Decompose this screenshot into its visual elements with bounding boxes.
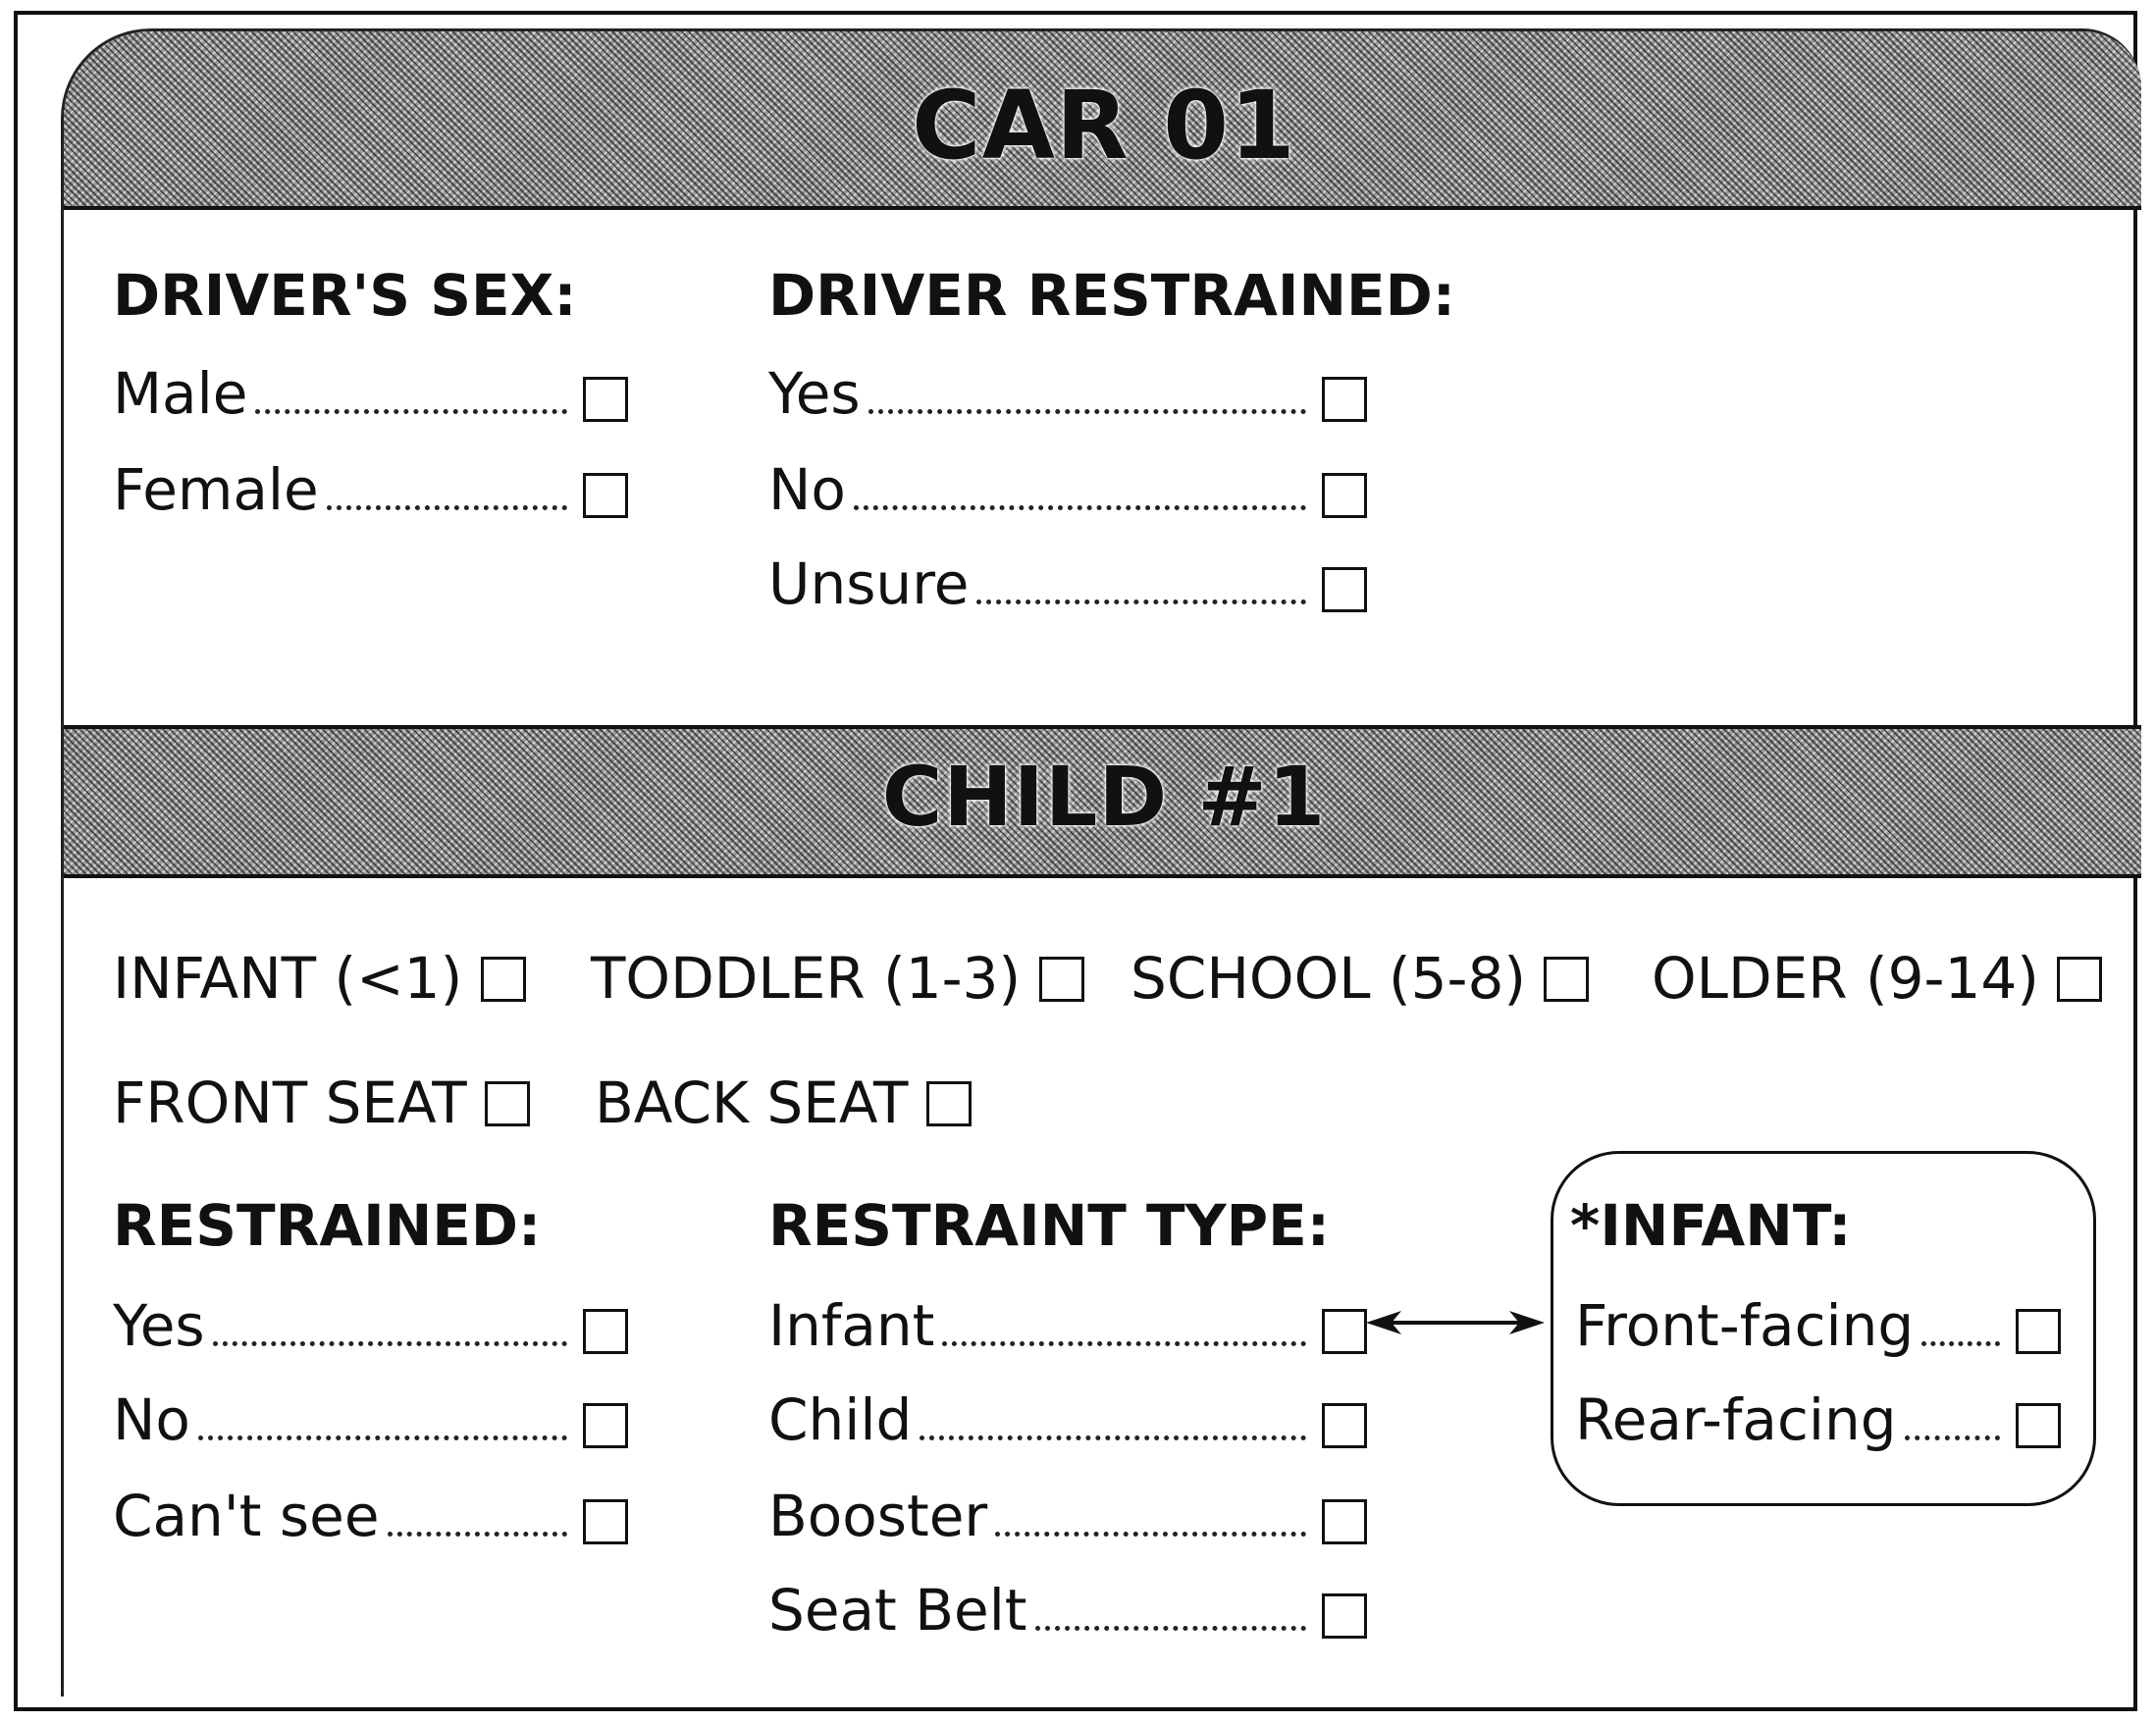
checkbox[interactable] (485, 1081, 530, 1126)
checkbox[interactable] (583, 1309, 628, 1354)
age-school[interactable] (1131, 945, 1589, 1012)
checkbox[interactable] (1322, 1593, 1367, 1639)
option-driver-male[interactable] (113, 360, 628, 427)
option-label: Female (113, 456, 319, 523)
seat-back[interactable] (595, 1070, 972, 1136)
checkbox[interactable] (1039, 957, 1084, 1002)
leader-dots (942, 1341, 1306, 1346)
checkbox[interactable] (1322, 567, 1367, 612)
age-older[interactable] (1652, 945, 2102, 1012)
option-type-booster[interactable] (768, 1483, 1367, 1549)
age-label: INFANT (<1) (113, 945, 463, 1012)
checkbox[interactable] (583, 377, 628, 422)
option-label: Infant (768, 1292, 935, 1359)
option-label: No (113, 1386, 190, 1453)
option-restrained-cant-see[interactable] (113, 1483, 628, 1549)
leader-dots (1035, 1626, 1306, 1631)
option-label: Front-facing (1575, 1292, 1915, 1359)
option-driver-restrained-no[interactable] (768, 456, 1367, 523)
infant-detail-heading: *INFANT: (1570, 1192, 1852, 1259)
option-label: Booster (768, 1483, 988, 1549)
option-label: Child (768, 1386, 913, 1453)
option-restrained-no[interactable] (113, 1386, 628, 1453)
restrained-heading: RESTRAINED: (113, 1192, 542, 1259)
checkbox[interactable] (583, 1499, 628, 1544)
checkbox[interactable] (1322, 473, 1367, 518)
leader-dots (388, 1532, 567, 1537)
leader-dots (327, 505, 567, 510)
option-label: No (768, 456, 846, 523)
checkbox[interactable] (1322, 377, 1367, 422)
leader-dots (854, 505, 1306, 510)
child-header-band (64, 725, 2141, 878)
option-label: Yes (113, 1292, 205, 1359)
option-restrained-yes[interactable] (113, 1292, 628, 1359)
option-label: Can't see (113, 1483, 380, 1549)
leader-dots (213, 1341, 567, 1346)
checkbox[interactable] (1544, 957, 1589, 1002)
age-label: OLDER (9-14) (1652, 945, 2039, 1012)
checkbox[interactable] (926, 1081, 972, 1126)
car-header-band (64, 31, 2141, 210)
option-type-child[interactable] (768, 1386, 1367, 1453)
leader-dots (255, 409, 567, 414)
leader-dots (1905, 1435, 2000, 1440)
option-type-infant[interactable] (768, 1292, 1367, 1359)
seat-label: FRONT SEAT (113, 1070, 467, 1136)
age-label: TODDLER (1-3) (591, 945, 1022, 1012)
leader-dots (995, 1532, 1306, 1537)
option-label: Seat Belt (768, 1577, 1027, 1644)
driver-restrained-heading: DRIVER RESTRAINED: (768, 262, 1455, 329)
leader-dots (1921, 1341, 2000, 1346)
leader-dots (198, 1435, 567, 1440)
option-label: Yes (768, 360, 861, 427)
option-type-seat-belt[interactable] (768, 1577, 1367, 1644)
child-title: CHILD #1 (881, 749, 1327, 845)
option-front-facing[interactable] (1575, 1292, 2061, 1359)
seat-front[interactable] (113, 1070, 530, 1136)
checkbox[interactable] (1322, 1309, 1367, 1354)
age-infant[interactable] (113, 945, 526, 1012)
checkbox[interactable] (2016, 1403, 2061, 1448)
checkbox[interactable] (2057, 957, 2102, 1002)
leader-dots (976, 600, 1306, 604)
checkbox[interactable] (583, 473, 628, 518)
car-title: CAR 01 (912, 71, 1296, 181)
checkbox[interactable] (583, 1403, 628, 1448)
leader-dots (920, 1435, 1306, 1440)
checkbox[interactable] (481, 957, 526, 1002)
seat-label: BACK SEAT (595, 1070, 909, 1136)
checkbox[interactable] (2016, 1309, 2061, 1354)
checkbox[interactable] (1322, 1499, 1367, 1544)
age-toddler[interactable] (591, 945, 1084, 1012)
checkbox[interactable] (1322, 1403, 1367, 1448)
option-rear-facing[interactable] (1575, 1386, 2061, 1453)
double-arrow-icon (1362, 1303, 1549, 1342)
option-driver-restrained-unsure[interactable] (768, 550, 1367, 617)
restraint-type-heading: RESTRAINT TYPE: (768, 1192, 1330, 1259)
option-driver-female[interactable] (113, 456, 628, 523)
age-label: SCHOOL (5-8) (1131, 945, 1526, 1012)
option-label: Unsure (768, 550, 970, 617)
option-driver-restrained-yes[interactable] (768, 360, 1367, 427)
option-label: Rear-facing (1575, 1386, 1897, 1453)
leader-dots (868, 409, 1306, 414)
option-label: Male (113, 360, 248, 427)
driver-sex-heading: DRIVER'S SEX: (113, 262, 577, 329)
